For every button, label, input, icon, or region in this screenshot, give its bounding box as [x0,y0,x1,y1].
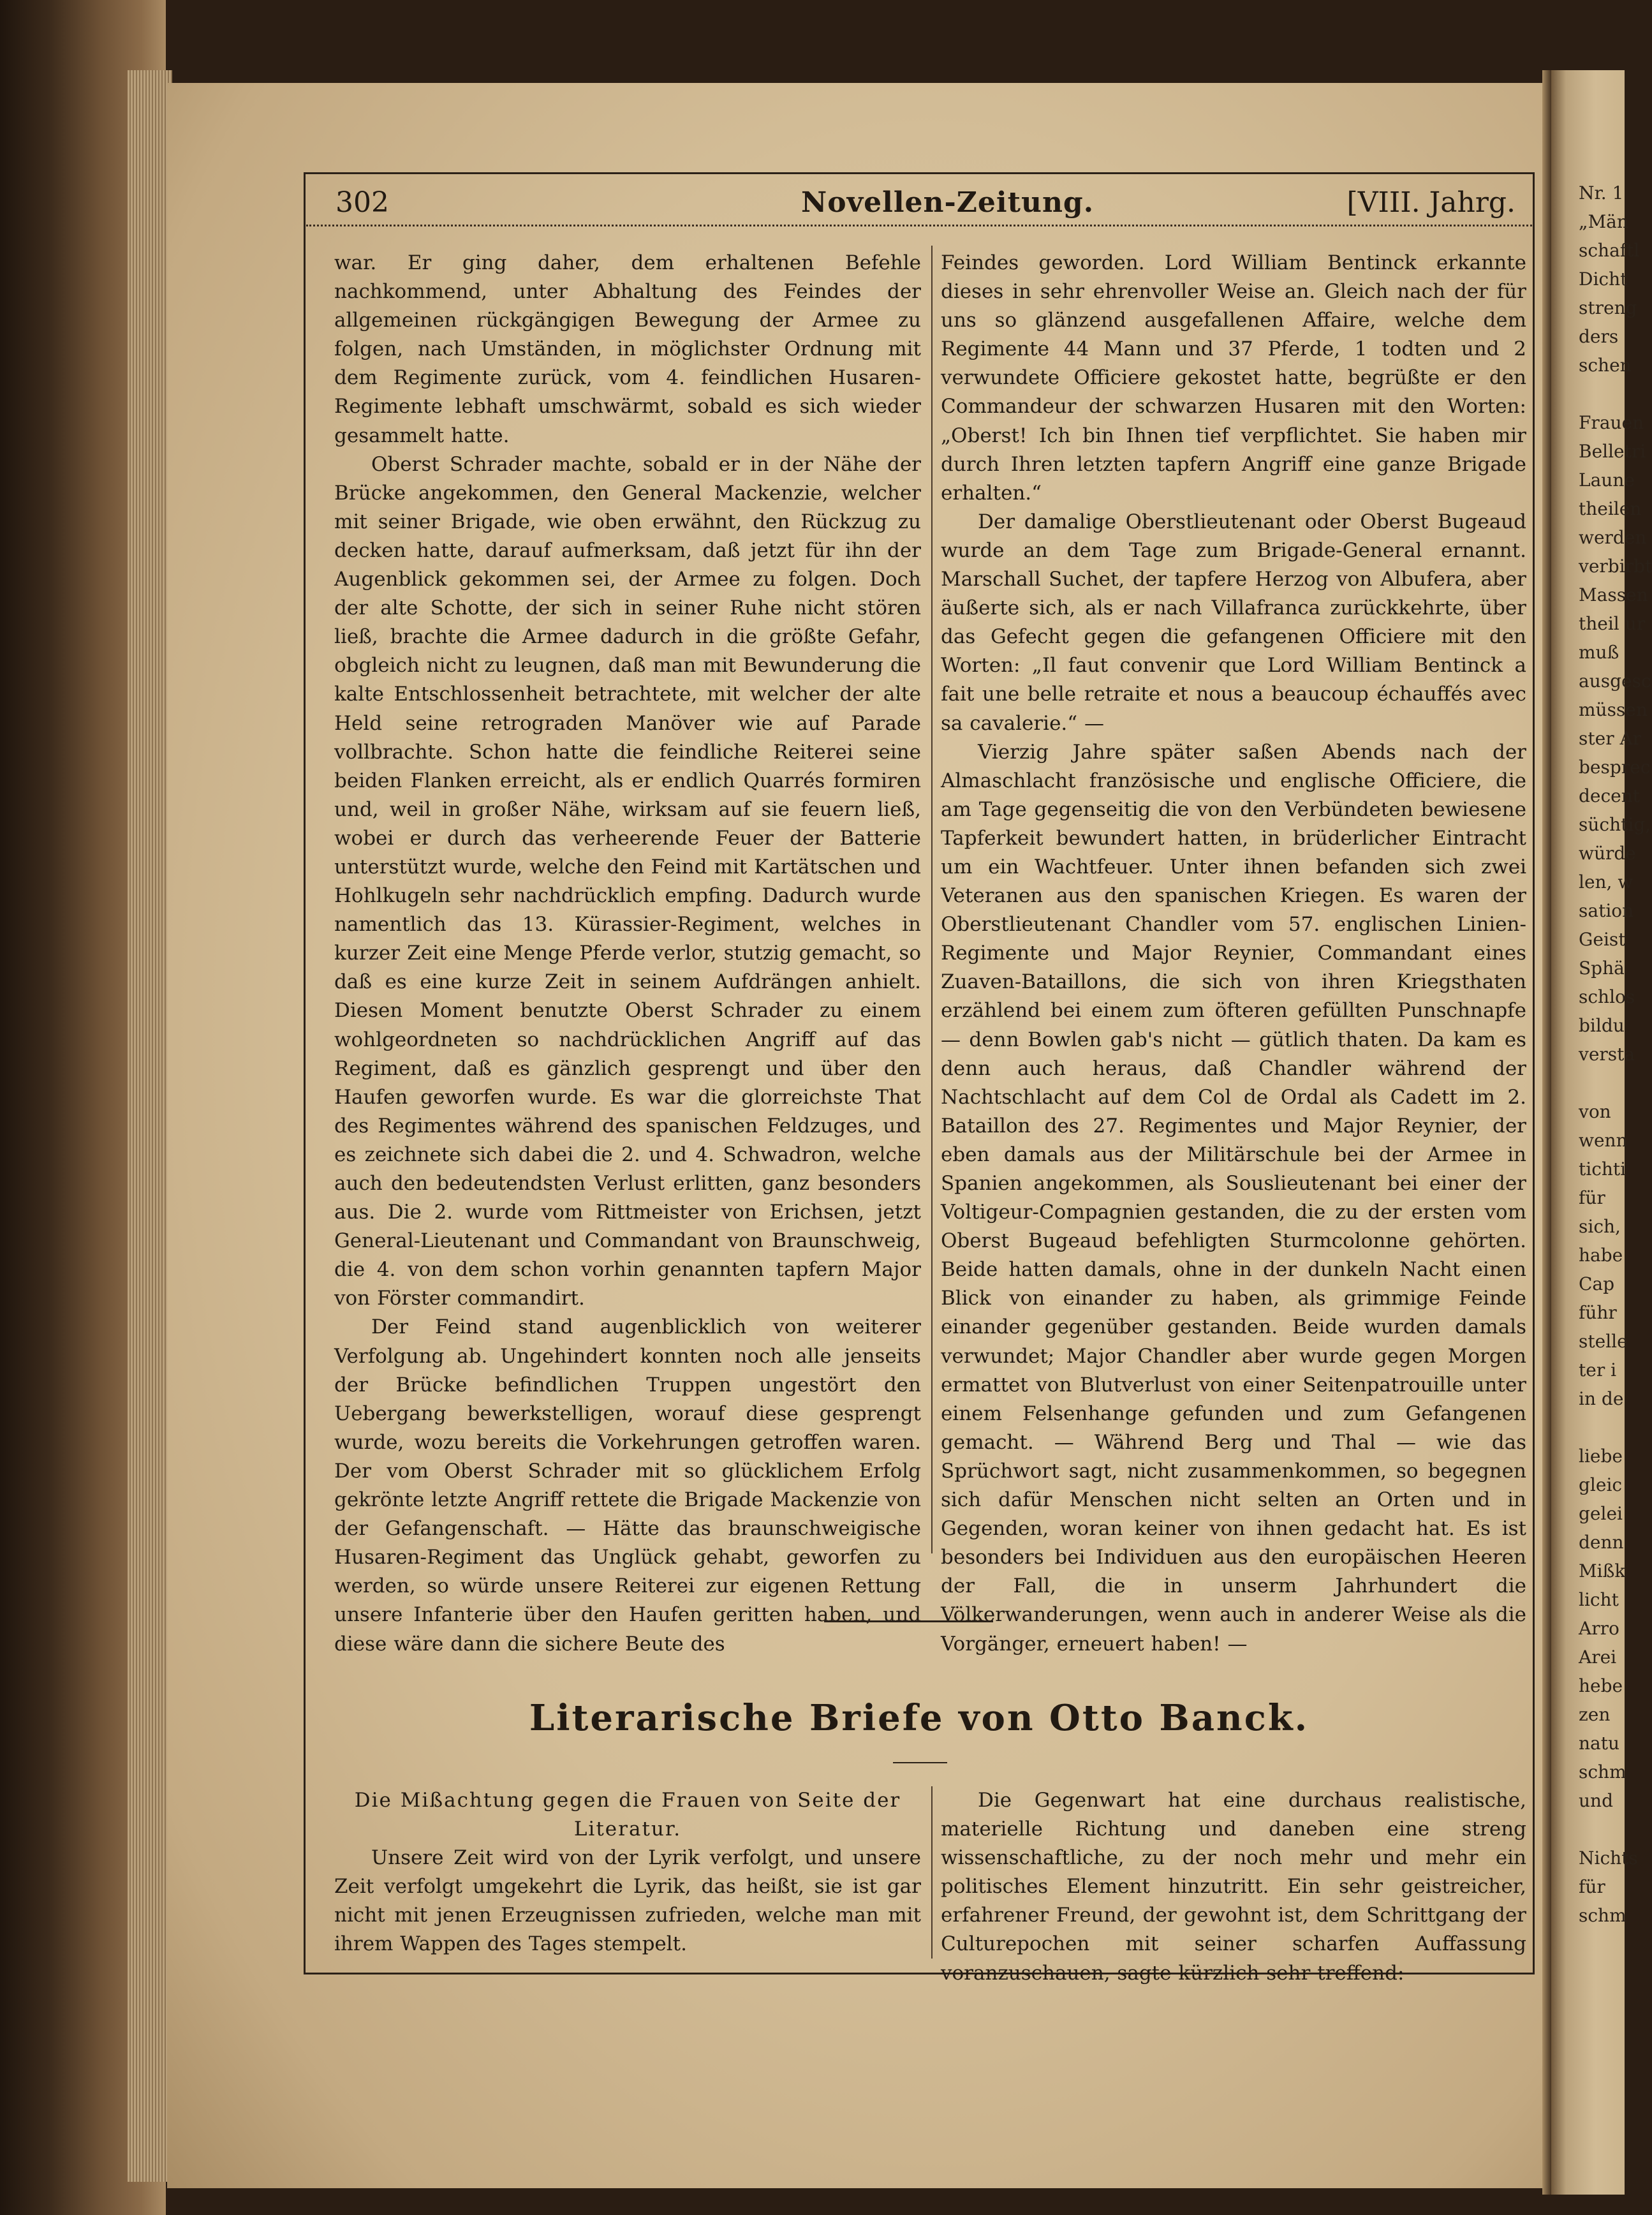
next-page-fragment: versta [1579,1044,1635,1065]
section-column-divider [931,1786,933,1959]
next-page-fragment: „Män [1579,211,1628,232]
next-page-fragment: ter i [1579,1359,1617,1381]
volume-label: [VIII. Jahrg. [1346,186,1516,219]
column-divider [931,246,933,1553]
section-paragraph: Die Gegenwart hat eine durchaus realistische, materielle Richtung und daneben eine streng wissenschaftliche, zu der noch mehr und mehr ein politisches Element hinzutritt. Ein sehr geistreicher, erfahrener Freund, der gewohnt ist, dem Schrittgang der Culturepochen mit seiner scharfen Auffassung voranzuschauen, sagte kürzlich sehr treffend: [941,1789,1526,1985]
next-page-fragment: natu [1579,1733,1620,1754]
next-page-fragment: schen [1579,355,1632,376]
next-page-fragment: decent [1579,785,1641,806]
next-page-fragment: theil ur [1579,613,1646,634]
next-page-fragment: Nr. 1 [1579,182,1624,204]
next-page-fragment: streng [1579,297,1637,318]
next-page-fragment: wenn [1579,1130,1628,1151]
next-page-fragment [1579,1069,1625,1097]
next-page-fragment: werden [1579,527,1647,548]
section-right-column [941,1786,1526,1988]
section-left-column [334,1786,921,1959]
next-page-fragment: len, w [1579,871,1634,893]
next-page-fragment: schlos [1579,986,1635,1007]
next-page-fragment: Arei [1579,1647,1617,1668]
next-page-fragment: licht [1579,1589,1619,1610]
next-page-fragment: sation [1579,900,1634,921]
next-page-fragment: Nichts [1579,1848,1638,1869]
next-page-fragment [1579,1815,1625,1844]
next-page-fragment: Geist [1579,929,1626,950]
next-page-fragment [1579,1413,1625,1442]
next-page-fragment: ausgesc [1579,670,1651,692]
next-page-fragment: schaftl [1579,240,1640,261]
left-column [334,249,921,1659]
paragraph: Der damalige Oberstlieutenant oder Oberst Bugeaud wurde an dem Tage zum Brigade-General ernannt. Marschall Suchet, der tapfere Herzog von Albufera, aber äußerte sich, als er nach Villafranca zurückkehrte, über das Gefecht gegen die gefangenen Officiere mit den Worten: „Il faut convenir que Lord William Bentinck a fait une belle retraite et nous a beaucoup échauffés avec sa cavalerie.“ — [941,510,1526,735]
page-stack [128,70,172,2182]
next-page-fragment: Dicht [1579,269,1628,290]
next-page-fragment: sich, [1579,1216,1621,1237]
next-page-fragment: besprec [1579,757,1651,778]
next-page-text [1579,179,1652,1930]
next-page-fragment: gelei [1579,1503,1623,1524]
next-page-fragment: für [1579,1876,1605,1897]
next-page-fragment: Cap [1579,1273,1615,1294]
next-page-fragment: hebe [1579,1675,1623,1696]
next-page-fragment: würde [1579,843,1636,864]
section-title: Literarische Briefe von Otto Banck. [529,1697,1309,1739]
paragraph: Der Feind stand augenblicklich von weiterer Verfolgung ab. Ungehindert konnten noch alle jenseits der Brücke befindlichen Truppen ungestört den Uebergang bewerkstelligen, worauf diese gesprengt wurde, wozu bereits die Vorkehrungen getroffen waren. Der vom Oberst Schrader mit so glücklichem Erfolg gekrönte letzte Angriff rettete die Brigade Mackenzie von der Gefangenschaft. — Hätte das braunschweigische Husaren-Regiment das Unglück gehabt, geworfen zu werden, so würde unsere Reiterei zur eigenen Rettung unsere Infanterie über den Haufen geritten haben, und diese wäre dann die sichere Beute des [334,1315,921,1656]
header-rule [306,225,1532,226]
section-separator [824,1620,993,1622]
next-page-fragment: schm [1579,1905,1626,1926]
journal-title: Novellen-Zeitung. [801,186,1095,219]
page-header [323,179,1522,226]
title-underline [893,1762,947,1763]
next-page-fragment: theilen [1579,498,1642,519]
paragraph: war. Er ging daher, dem erhaltenen Befehle nachkommend, unter Abhaltung des Feindes der allgemeinen rückgängigen Bewegung der Armee zu folgen, nach Umständen, in möglichster Ordnung mit dem Regimente zurück, vom 4. feindlichen Husaren-Regimente lebhaft umschwärmt, sobald es sich wieder gesammelt hatte. [334,251,921,447]
right-column [941,249,1526,1659]
paragraph: Oberst Schrader machte, sobald er in der Nähe der Brücke angekommen, den General Mackenzie, welcher mit seiner Brigade, wie oben erwähnt, den Rückzug zu decken hatte, darauf aufmerksam, daß jetzt für ihn der Augenblick gekommen sei, der Armee zu folgen. Doch der alte Schotte, der sich in seiner Ruhe nicht stören ließ, brachte die Armee dadurch in die größte Gefahr, obgleich nicht zu leugnen, daß man mit Bewunderung die kalte Entschlossenheit betrachtete, mit welcher der alte Held seine retrograden Manöver wie auf Parade vollbrachte. Schon hatte die feindliche Reiterei seine beiden Flanken erreicht, als er endlich Quarrés formiren und, weil in großer Nähe, wirksam auf sie feuern ließ, wobei er durch das verheerende Feuer der Batterie unterstützt wurde, welche den Feind mit Kartätschen und Hohlkugeln sehr nachdrücklich empfing. Dadurch wurde namentlich das 13. Kürassier-Regiment, welches in kurzer Zeit eine Menge Pferde verlor, stutzig gemacht, so daß es eine kurze Zeit in seinem Aufdrängen anhielt. Diesen Moment benutzte Oberst Schrader zu einem wohlgeordneten so nachdrücklichen Angriff auf das Regiment, daß es gänzlich gesprengt und über den Haufen geworfen wurde. Es war die glorreichste That des Regimentes während des spanischen Feldzuges, und es zeichnete sich dabei die 2. und 4. Schwadron, welche auch den bedeutendsten Verlust erlitten, ganz besonders aus. Die 2. wurde vom Rittmeister von Erichsen, jetzt General-Lieutenant und Commandant von Braunschweig, die 4. von dem schon vorhin genannten tapfern Major von Förster commandirt. [334,452,921,1310]
section-paragraph: Unsere Zeit wird von der Lyrik verfolgt, und unsere Zeit verfolgt umgekehrt die Lyrik, das heißt, sie ist gar nicht mit jenen Erzeugnissen zufrieden, welche man mit ihrem Wappen des Tages stempelt. [334,1846,921,1956]
next-page-fragment: Massen [1579,584,1648,605]
next-page-fragment: bildu [1579,1015,1625,1036]
section-subheading: Die Mißachtung gegen die Frauen von Seite der Literatur. [354,1789,901,1841]
next-page-fragment: Sphä [1579,958,1625,979]
next-page-fragment: zen [1579,1704,1611,1725]
paragraph: Feindes geworden. Lord William Bentinck erkannte dieses in sehr ehrenvoller Weise an. Gleich nach der für uns so glänzend ausgefallenen Affaire, welche dem Regimente 44 Mann und 37 Pferde, 1 todten und 2 verwundete Officiere gekostet hatte, begrüßte er den Commandeur der schwarzen Husaren mit den Worten: „Oberst! Ich bin Ihnen tief verpflichtet. Sie haben mir durch Ihren letzten tapfern Angriff eine ganze Brigade erhalten.“ [941,251,1526,505]
next-page-fragment: verbirbt [1579,556,1652,577]
next-page-fragment: denn [1579,1532,1624,1553]
next-page-fragment: für [1579,1187,1605,1208]
next-page-fragment: stelle [1579,1331,1628,1352]
next-page-fragment: gleic [1579,1474,1623,1495]
next-page-fragment: Frauen [1579,412,1644,433]
next-page-fragment: habe [1579,1245,1623,1266]
next-page-fragment: Mißk [1579,1560,1626,1582]
next-page-fragment: ders [1579,326,1619,347]
next-page-fragment: Laune [1579,470,1635,491]
next-page-fragment: müssen [1579,699,1648,720]
next-page-fragment [1579,380,1625,408]
next-page-fragment: führ [1579,1302,1617,1323]
next-page-fragment: süchtig, [1579,814,1651,835]
next-page-fragment: schm [1579,1761,1626,1782]
next-page-fragment: ster Ar [1579,728,1642,749]
paragraph: Vierzig Jahre später saßen Abends nach der Almaschlacht französische und englische Officiere, die am Tage gegenseitig die von den Verbündeten bewiesene Tapferkeit bewundert hatten, in brüderlicher Eintracht um ein Wachtfeuer. Unter ihnen befanden sich zwei Veteranen aus den spanischen Kriegen. Es waren der Oberstlieutenant Chandler vom 57. englischen Linien-Regimente und Major Reynier, Commandant eines Zuaven-Bataillons, die sich von ihren Kriegsthaten erzählend bei einem zum öfteren gefüllten Punschnapfe — denn Bowlen gab's nicht — gütlich thaten. Da kam es denn auch heraus, daß Chandler während der Nachtschlacht auf dem Col de Ordal als Cadett im 2. Bataillon des 27. Regimentes und Major Reynier, der eben damals aus der Militärschule bei der Armee in Spanien angekommen, als Souslieutenant bei einer der Voltigeur-Compagnien gestanden, die zu der ersten vom Oberst Bugeaud befehligten Sturmcolonne gehörten. Beide hatten damals, ohne in der dunkeln Nacht einen Blick von einander zu haben, als grimmige Feinde einander gegenüber gestanden. Beide wurden damals verwundet; Major Chandler aber wurde gegen Morgen ermattet von Blutverlust von einer Seitenpatrouille unter einem Felsenhange gefunden und zum Gefangenen gemacht. — Während Berg und Thal — wie das Sprüchwort sagt, nicht zusammenkommen, so begegnen sich dafür Menschen nicht selten an Orten und in Gegenden, woran keiner von ihnen gedacht hat. Es ist besonders bei Individuen aus den europäischen Heeren der Fall, die in unserm Jahrhundert die Völkerwanderungen, wenn auch in anderer Weise als die Vorgänger, erneuert haben! — [941,740,1526,1656]
next-page-fragment: muß [1579,642,1619,663]
next-page-fragment: Arro [1579,1618,1619,1639]
page-number: 302 [336,186,389,219]
next-page-fragment: tichti [1579,1159,1626,1180]
next-page-fragment: und [1579,1790,1613,1811]
next-page-fragment: von [1579,1101,1611,1122]
next-page-fragment: liebe [1579,1446,1623,1467]
next-page-fragment: in de [1579,1388,1624,1409]
next-page-fragment: Belletri [1579,441,1646,462]
